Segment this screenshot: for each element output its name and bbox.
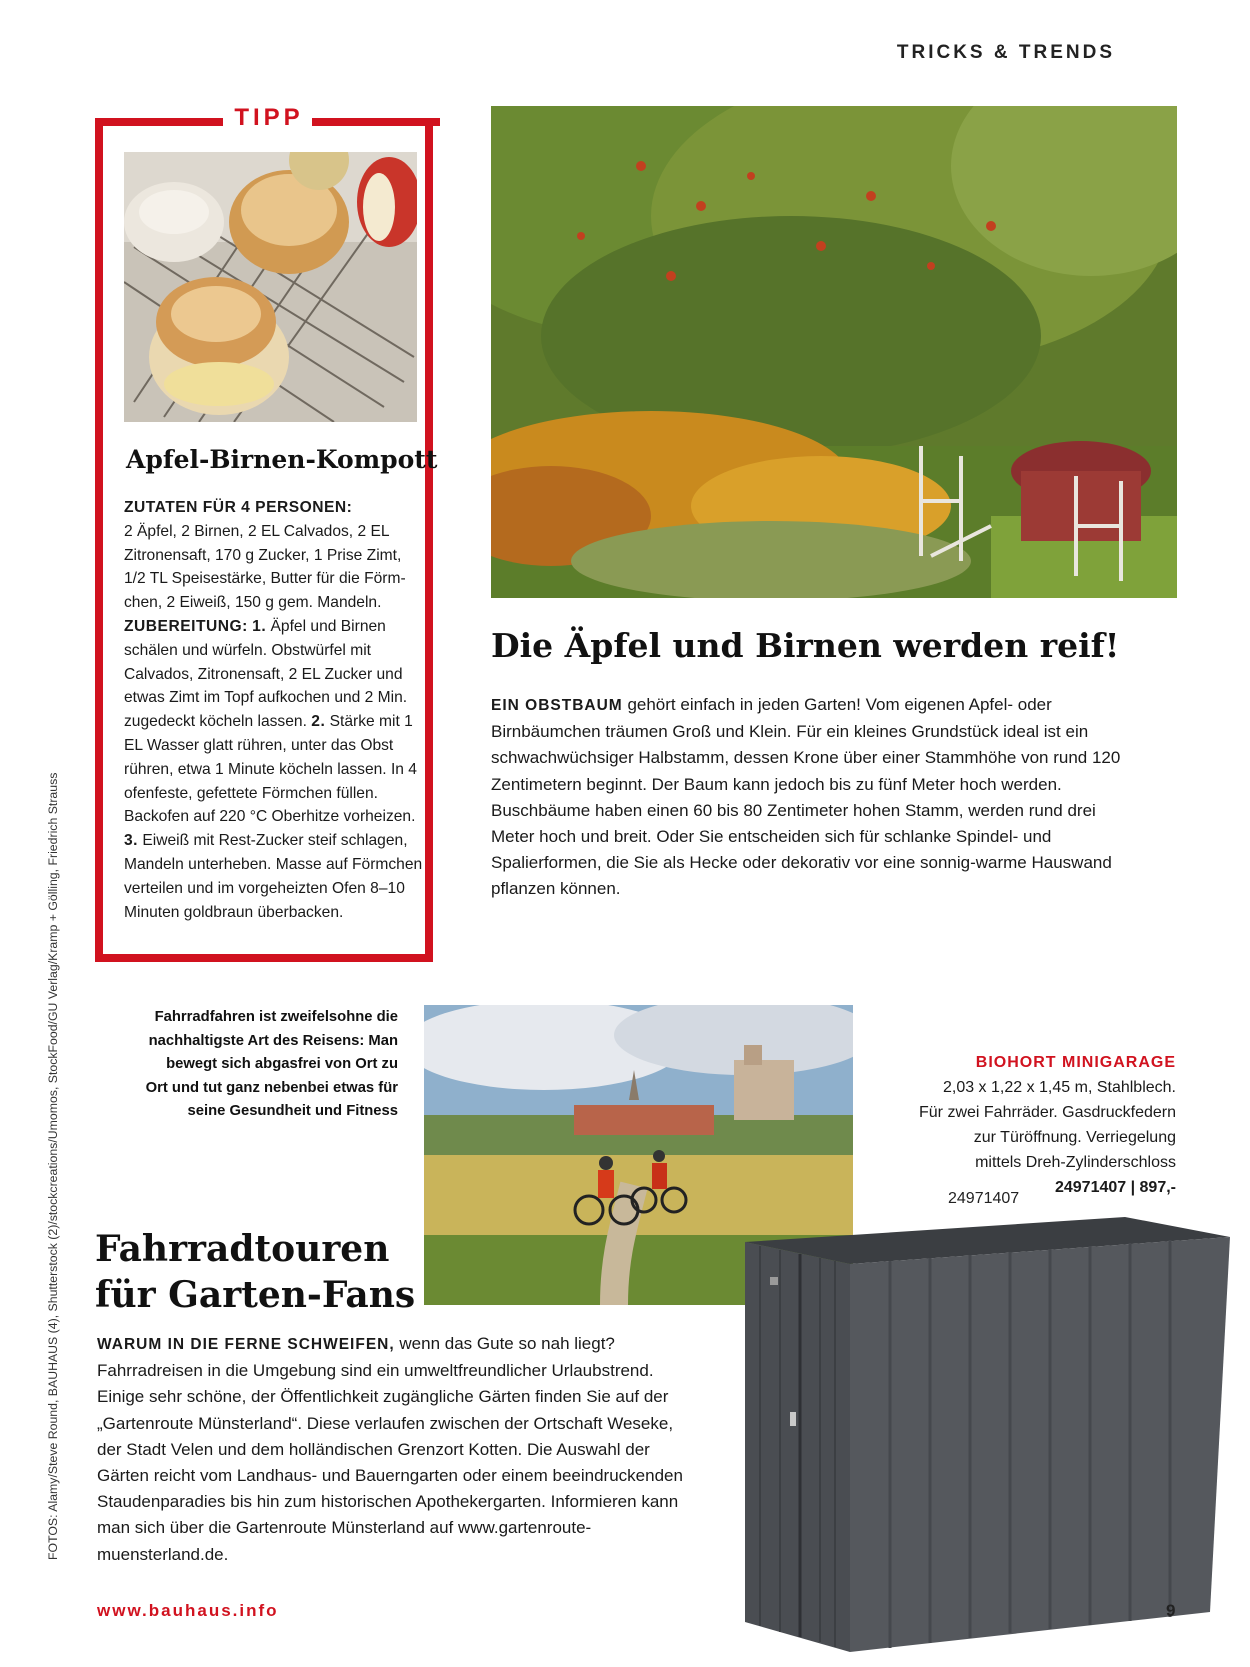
garden-photo-illustration [491, 106, 1177, 598]
preparation-label: ZUBEREITUNG: [124, 617, 248, 635]
photo-credits: FOTOS: Alamy/Steve Round, BAUHAUS (4), Shutterstock (2)/stockcreations/Umomos, StockFood/GU Verlag/Kramp + Gölling, Friedrich Strauss [46, 772, 60, 1560]
ingredients-text: 2 Äpfel, 2 Birnen, 2 EL Calvados, 2 EL Zitronensaft, 170 g Zucker, 1 Prise Zimt, 1/2 TL Speisestärke, Butter für die Förmchen, 2 Eiweiß, 150 g gem. Mandeln. [124, 522, 406, 612]
bike-article-body [97, 1331, 697, 1568]
article-body [491, 692, 1141, 903]
step-2-text: Stärke mit 1 EL Wasser glatt rühren, unter das Obst rühren, etwa 1 Minute köcheln lassen. In 4 ofenfeste, gefettete Förmchen füllen. Backofen auf 220 °C Oberhitze vorheizen. [124, 713, 417, 826]
ingredients-label: ZUTATEN FÜR 4 PERSONEN: [124, 499, 353, 516]
food-photo [124, 152, 417, 422]
bike-article-text: wenn das Gute so nah liegt? Fahrradreisen in die Umgebung sind ein umweltfreundlicher Urlaubstrend. Einige sehr schöne, der Öffentlichkeit zugängliche Gärten finden Sie auf der „Gartenroute Münsterland“. Diese verlaufen zwischen der Ortschaft Weseke, der Stadt Velen und dem holländischen Grenzort Kotten. Die Auswahl der Gärten reicht vom Landhaus- und Bauerngarten oder einem beeindruckenden Staudenparadies bis hin zum historischen Apothekergarten. Informieren kann man sich über die Gartenroute Münsterland auf www.gartenroute-muensterland.de. [97, 1334, 683, 1564]
product-desc-line-1: 2,03 x 1,22 x 1,45 m, Stahlblech. [942, 1079, 1176, 1096]
product-desc-line-4: mittels Dreh-Zylinderschloss [975, 1154, 1176, 1171]
tip-box-top-right [312, 118, 440, 126]
article-headline: Die Äpfel und Birnen werden reif! [491, 626, 1120, 665]
tip-box-top-left [95, 118, 223, 126]
bike-title-line-2: für Garten-Fans [95, 1274, 416, 1316]
bike-photo-caption: Fahrradfahren ist zweifelsohne die nachhaltigste Art des Reisens: Man bewegt sich abgasfrei von Ort zu Ort und tut ganz nebenbei etwas für seine Gesundheit und Fitness [145, 1009, 398, 1120]
step-3-text: Eiweiß mit Rest-Zucker steif schlagen, Mandeln unterheben. Masse auf Förmchen verteilen und im vorgeheizten Ofen 8–10 Minuten goldbraun überbacken. [124, 832, 423, 921]
tip-label: TIPP [234, 104, 304, 131]
article-lead: EIN OBSTBAUM [491, 697, 623, 714]
recipe-body [124, 496, 424, 924]
step-1-text: Äpfel und Birnen schälen und würfeln. Obstwürfel mit Calvados, Zitronensaft, 2 EL Zucker und etwas Zimt im Topf aufkochen und 2 Min. zugedeckt köcheln lassen. [124, 617, 408, 731]
garden-photo [491, 106, 1177, 598]
product-price: 24971407 | 897,- [1054, 1179, 1176, 1196]
article-text: gehört einfach in jeden Garten! Vom eigenen Apfel- oder Birnbäumchen träumen Groß und Klein. Für ein kleines Grundstück ideal ist ein schwachwüchsiger Halbstamm, dessen Krone über einer Stammhöhe von rund 120 Zentimetern beginnt. Der Baum kann jedoch bis zu fünf Meter hoch werden. Buschbäume haben einen 60 bis 80 Zentimeter hohen Stamm, werden rund drei Meter hoch und breit. Oder Sie entscheiden sich für schlanke Spindel- und Spalierformen, die Sie als Hecke oder dekorativ vor eine sonnig-warme Hauswand pflanzen können. [491, 695, 1121, 899]
step-1-number: 1. [252, 617, 267, 635]
product-info [816, 1050, 1176, 1200]
section-label: TRICKS & TRENDS [896, 42, 1115, 63]
bike-article-lead: WARUM IN DIE FERNE SCHWEIFEN, [97, 1336, 395, 1353]
bike-title-line-1: Fahrradtouren [95, 1228, 390, 1270]
step-3-number: 3. [124, 832, 139, 850]
step-2-number: 2. [311, 713, 326, 731]
food-photo-illustration [124, 152, 417, 422]
shed-photo [740, 1212, 1245, 1657]
footer-website-link[interactable]: www.bauhaus.info [97, 1601, 279, 1620]
product-name: BIOHORT MINIGARAGE [975, 1054, 1176, 1071]
product-article-number: 24971407 [948, 1190, 1020, 1207]
recipe-title: Apfel-Birnen-Kompott [126, 445, 438, 474]
product-desc-line-2: Für zwei Fahrräder. Gasdruckfedern [919, 1104, 1176, 1121]
page-number: 9 [1166, 1601, 1176, 1620]
product-desc-line-3: zur Türöffnung. Verriegelung [973, 1129, 1176, 1146]
bike-section-title [95, 1226, 415, 1318]
shed-illustration [740, 1212, 1245, 1657]
